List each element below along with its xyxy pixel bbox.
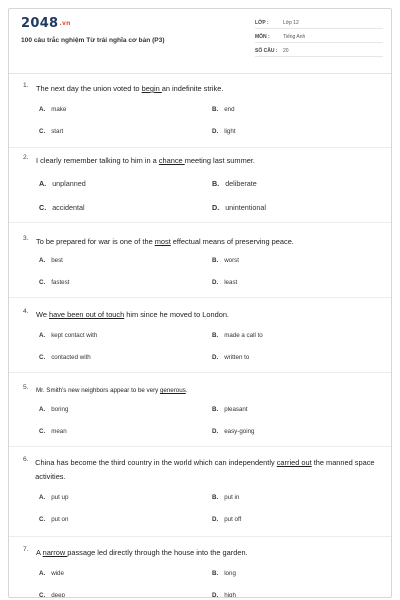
question-text [36, 384, 188, 398]
text-part: him since he moved to London. [124, 310, 229, 319]
option-letter: A. [39, 570, 46, 577]
text-part: I clearly remember talking to him in a [36, 156, 159, 165]
question-divider [9, 372, 391, 373]
sheet-header [9, 9, 391, 67]
text-part: China has become the third country in the world which can independently [35, 458, 277, 467]
option-b[interactable] [212, 406, 248, 413]
text-part: an indefinite strike. [161, 84, 224, 93]
option-text: long [224, 570, 236, 577]
question-text [36, 308, 229, 322]
text-part: effectual means of preserving peace. [170, 237, 294, 246]
question-text [36, 154, 255, 168]
meta-key: SỐ CÂU : [255, 47, 278, 54]
option-c[interactable] [39, 203, 85, 212]
option-text: put on [51, 516, 69, 523]
option-letter: D. [212, 203, 220, 212]
logo-suffix: .vn [59, 20, 71, 27]
meta-row-grade [255, 17, 383, 29]
option-b[interactable] [212, 179, 257, 188]
option-letter: B. [212, 406, 219, 413]
option-text: unintentional [225, 203, 266, 212]
option-letter: C. [39, 516, 46, 523]
option-text: best [51, 257, 63, 264]
text-part: . [185, 387, 188, 394]
question-stem [23, 82, 383, 96]
question-text [35, 456, 383, 484]
option-c[interactable] [39, 128, 63, 135]
option-text: put up [51, 494, 69, 501]
text-part: To be prepared for war is one of the [36, 237, 155, 246]
option-d[interactable] [212, 128, 236, 135]
option-text: deliberate [225, 179, 257, 188]
question-divider [9, 536, 391, 537]
option-letter: C. [39, 354, 46, 361]
text-part: The next day the union voted to [36, 84, 142, 93]
question-number: 1. [23, 82, 29, 89]
question-stem [23, 154, 383, 168]
option-text: contacted with [51, 354, 91, 361]
text-part: meeting last summer. [184, 156, 255, 165]
option-text: least [224, 279, 238, 286]
question-number: 5. [23, 384, 29, 391]
option-text: mean [51, 428, 67, 435]
question-number: 2. [23, 154, 29, 161]
option-letter: D. [212, 128, 219, 135]
option-d[interactable] [212, 279, 237, 286]
option-letter: B. [212, 494, 219, 501]
underlined-word: begin [141, 84, 162, 93]
option-c[interactable] [39, 279, 69, 286]
option-text: put off [224, 516, 242, 523]
question-text [36, 546, 248, 560]
option-a[interactable] [39, 406, 68, 413]
option-c[interactable] [39, 354, 91, 361]
meta-value: 20 [283, 47, 289, 54]
option-d[interactable] [212, 354, 249, 361]
option-text: deep [51, 592, 65, 598]
question-stem [23, 546, 383, 560]
text-part: We [36, 310, 50, 319]
option-text: fastest [51, 279, 70, 286]
logo-text: 2048 [21, 16, 59, 31]
option-text: written to [224, 354, 250, 361]
option-text: kept contact with [51, 332, 98, 339]
option-b[interactable] [212, 332, 263, 339]
option-d[interactable] [212, 428, 254, 435]
underlined-word: carried out [276, 458, 312, 467]
meta-key: LỚP : [255, 19, 269, 26]
option-letter: A. [39, 106, 46, 113]
option-a[interactable] [39, 106, 66, 113]
question-number: 4. [23, 308, 29, 315]
question-stem [23, 456, 383, 484]
option-letter: A. [39, 332, 46, 339]
meta-row-subject [255, 31, 383, 43]
underlined-word: chance [158, 156, 185, 165]
option-letter: D. [212, 592, 219, 598]
option-text: end [224, 106, 235, 113]
underlined-word: narrow [42, 548, 68, 557]
option-b[interactable] [212, 494, 239, 501]
question-text [36, 82, 223, 96]
option-letter: B. [212, 106, 219, 113]
question-stem [23, 384, 383, 398]
question-stem [23, 235, 383, 249]
option-text: pleasant [224, 406, 248, 413]
question-number: 3. [23, 235, 29, 242]
option-c[interactable] [39, 592, 65, 598]
option-d[interactable] [212, 203, 266, 212]
quiz-title: 100 câu trắc nghiệm Từ trái nghĩa cơ bản (P3) [21, 37, 165, 44]
option-a[interactable] [39, 494, 68, 501]
option-d[interactable] [212, 516, 241, 523]
option-letter: C. [39, 428, 46, 435]
text-part: A [36, 548, 43, 557]
option-letter: C. [39, 203, 47, 212]
option-d[interactable] [212, 592, 236, 598]
option-letter: D. [212, 516, 219, 523]
option-letter: C. [39, 592, 46, 598]
option-c[interactable] [39, 428, 67, 435]
option-letter: B. [212, 570, 219, 577]
option-b[interactable] [212, 106, 235, 113]
option-text: make [51, 106, 67, 113]
option-text: accidental [52, 203, 85, 212]
option-text: easy-going [224, 428, 255, 435]
option-a[interactable] [39, 179, 86, 188]
text-part: the manned space activities. [35, 458, 375, 481]
meta-value: Lớp 12 [283, 19, 299, 26]
meta-table [255, 17, 383, 59]
option-letter: A. [39, 494, 46, 501]
option-a[interactable] [39, 570, 64, 577]
option-letter: D. [212, 279, 219, 286]
option-letter: A. [39, 406, 46, 413]
question-divider [9, 297, 391, 298]
quiz-sheet [8, 8, 392, 598]
option-b[interactable] [212, 257, 239, 264]
meta-key: MÔN : [255, 33, 270, 40]
option-text: put in [224, 494, 240, 501]
text-part: passage led directly through the house into the garden. [67, 548, 248, 557]
option-a[interactable] [39, 257, 63, 264]
option-text: high [224, 592, 236, 598]
underlined-word: have been out of touch [49, 310, 125, 319]
option-letter: A. [39, 257, 46, 264]
option-letter: C. [39, 279, 46, 286]
question-text [36, 235, 294, 249]
question-number: 7. [23, 546, 29, 553]
option-text: unplanned [52, 179, 86, 188]
option-b[interactable] [212, 570, 236, 577]
option-letter: B. [212, 257, 219, 264]
question-divider [9, 222, 391, 223]
meta-row-count [255, 45, 383, 57]
question-stem [23, 308, 383, 322]
option-text: light [224, 128, 236, 135]
option-text: boring [51, 406, 69, 413]
question-divider [9, 147, 391, 148]
header-divider [9, 73, 391, 74]
meta-value: Tiếng Anh [283, 33, 306, 40]
option-letter: B. [212, 332, 219, 339]
option-c[interactable] [39, 516, 68, 523]
option-text: made a call to [224, 332, 263, 339]
option-text: start [51, 128, 64, 135]
option-letter: D. [212, 428, 219, 435]
option-a[interactable] [39, 332, 97, 339]
option-text: wide [51, 570, 64, 577]
option-letter: A. [39, 179, 47, 188]
option-text: worst [224, 257, 239, 264]
site-logo[interactable] [21, 16, 71, 31]
option-letter: B. [212, 179, 220, 188]
question-number: 6. [23, 456, 29, 463]
question-divider [9, 446, 391, 447]
underlined-word: most [154, 237, 171, 246]
text-part: Mr. Smith's new neighbors appear to be very [36, 387, 160, 394]
option-letter: C. [39, 128, 46, 135]
underlined-word: generous [159, 387, 186, 394]
option-letter: D. [212, 354, 219, 361]
